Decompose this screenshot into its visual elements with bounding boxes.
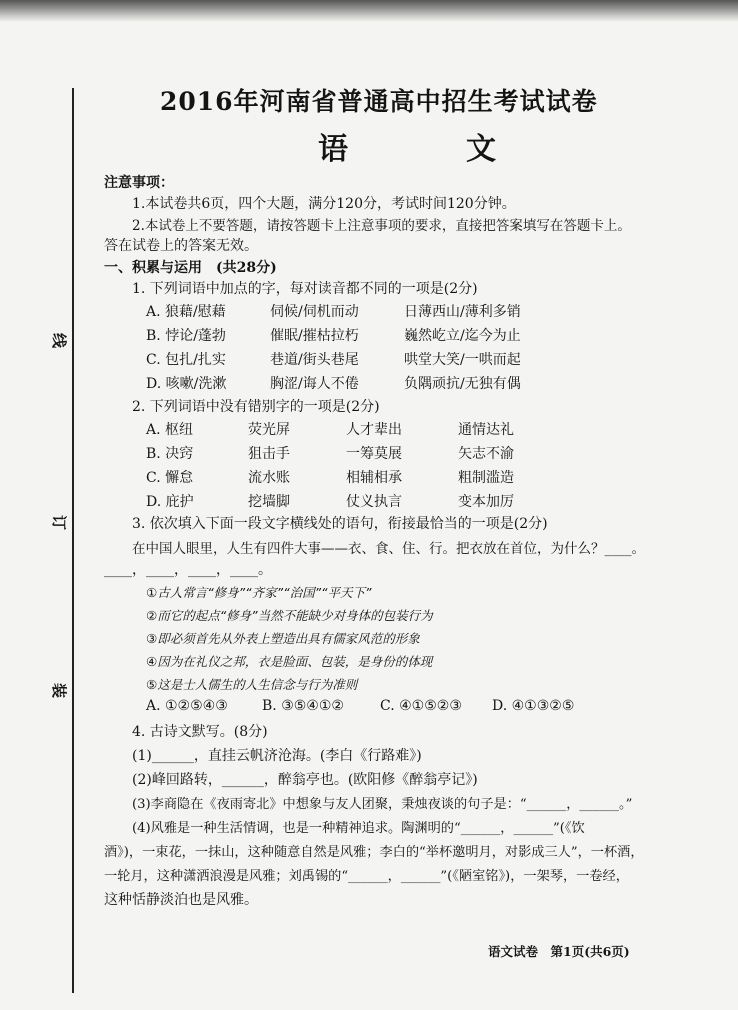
q1-option-b-1: B. 悖论/蓬勃 [146,328,226,344]
q1-option-a-3: 日薄西山/薄利多销 [404,304,521,320]
q4-line-4c: 一轮月，这种潇洒浪漫是风雅；刘禹锡的“______，______”(《陋室铭》)，一架琴，一卷经， [104,869,629,884]
question-1-stem: 1. 下列词语中加点的字，每对读音都不同的一项是(2分) [132,281,478,297]
q2-option-a-4: 通情达礼 [458,422,514,438]
exam-title: 2016年河南省普通高中招生考试试卷 [160,87,598,116]
q2-option-d-1: D. 庇护 [146,494,194,510]
q3-sentence-1: ①古人常言“修身”“齐家”“治国”“平天下” [146,585,372,600]
subject-title: 语 文 [318,132,540,167]
notice-heading: 注意事项： [104,175,174,191]
q1-option-d-3: 负隅顽抗/无独有偶 [404,376,521,392]
side-label-zhuang: 装 [50,682,69,699]
question-3-stem: 3. 依次填入下面一段文字横线处的语句，衔接最恰当的一项是(2分) [132,516,548,532]
question-3-blanks: ____，____，____，____。 [104,562,272,578]
question-3-text: 在中国人眼里，人生有四件大事——衣、食、住、行。把衣放在首位，为什么？____。 [132,541,645,557]
q2-option-a-2: 荧光屏 [248,422,290,438]
q3-sentence-3: ③即必须首先从外表上塑造出具有儒家风范的形象 [146,631,420,646]
q2-option-c-4: 粗制滥造 [458,470,514,486]
side-label-ding: 订 [50,514,69,531]
q4-line-2: (2)峰回路转，______，醉翁亭也。(欧阳修《醉翁亭记》) [132,772,478,788]
page-footer: 语文试卷 第1页(共6页) [488,944,630,959]
q4-line-3: (3)李商隐在《夜雨寄北》中想象与友人团聚，秉烛夜谈的句子是：“______，______。” [132,797,633,812]
notice-item-1: 1.本试卷共6页，四个大题，满分120分，考试时间120分钟。 [132,196,516,212]
q1-option-a-1: A. 狼藉/慰藉 [146,304,226,320]
q2-option-d-3: 仗义执言 [346,494,402,510]
q2-option-d-2: 挖墙脚 [248,494,290,510]
q4-line-4a: (4)风雅是一种生活情调，也是一种精神追求。陶渊明的“______，______”(《饮 [132,821,585,836]
q1-option-c-3: 哄堂大笑/一哄而起 [404,352,521,368]
q3-sentence-2: ②而它的起点“修身”当然不能缺少对身体的包装行为 [146,608,433,623]
q4-line-4b: 酒》)，一束花，一抹山，这种随意自然是风雅；李白的“举杯邀明月，对影成三人”，一杯酒， [104,845,644,860]
q3-option-d: D. ④①③②⑤ [492,698,575,714]
q2-option-b-3: 一筹莫展 [346,446,402,462]
q2-option-a-1: A. 枢纽 [146,422,194,438]
q1-option-b-3: 巍然屹立/迄今为止 [404,328,521,344]
question-4-stem: 4. 古诗文默写。(8分) [132,724,268,740]
q1-option-b-2: 催眠/摧枯拉朽 [270,328,359,344]
scan-edge-shadow [0,0,738,22]
question-2-stem: 2. 下列词语中没有错别字的一项是(2分) [132,399,380,415]
q3-sentence-4: ④因为在礼仪之邦，衣是脸面、包装，是身份的体现 [146,654,433,669]
q3-sentence-5: ⑤这是士人儒生的人生信念与行为准则 [146,677,358,692]
q2-option-d-4: 变本加厉 [458,494,514,510]
q3-option-b: B. ③⑤④①② [262,698,344,714]
q1-option-c-2: 巷道/街头巷尾 [270,352,359,368]
q2-option-a-3: 人才辈出 [346,422,402,438]
q2-option-b-1: B. 决窍 [146,446,194,462]
notice-item-2: 2.本试卷上不要答题，请按答题卡上注意事项的要求，直接把答案填写在答题卡上。 [132,218,631,234]
q2-option-c-1: C. 懈怠 [146,470,194,486]
q3-option-c: C. ④①⑤②③ [380,698,462,714]
q1-option-a-2: 伺候/伺机而动 [270,304,359,320]
binding-line [72,88,74,993]
q2-option-c-2: 流水账 [248,470,290,486]
q4-line-4d: 这种恬静淡泊也是风雅。 [104,892,258,908]
side-label-xian: 线 [50,332,69,349]
q4-line-1: (1)______，直挂云帆济沧海。(李白《行路难》) [132,748,422,764]
q1-option-c-1: C. 包扎/扎实 [146,352,226,368]
notice-item-2-cont: 答在试卷上的答案无效。 [104,238,258,254]
q2-option-b-4: 矢志不渝 [458,446,514,462]
q2-option-c-3: 相辅相承 [346,470,402,486]
q2-option-b-2: 狙击手 [248,446,290,462]
q3-option-a: A. ①②⑤④③ [146,698,228,714]
section-heading: 一、积累与运用 (共28分) [104,260,277,276]
q1-option-d-1: D. 咳嗽/洗漱 [146,376,227,392]
q1-option-d-2: 胸涩/诲人不倦 [270,376,359,392]
